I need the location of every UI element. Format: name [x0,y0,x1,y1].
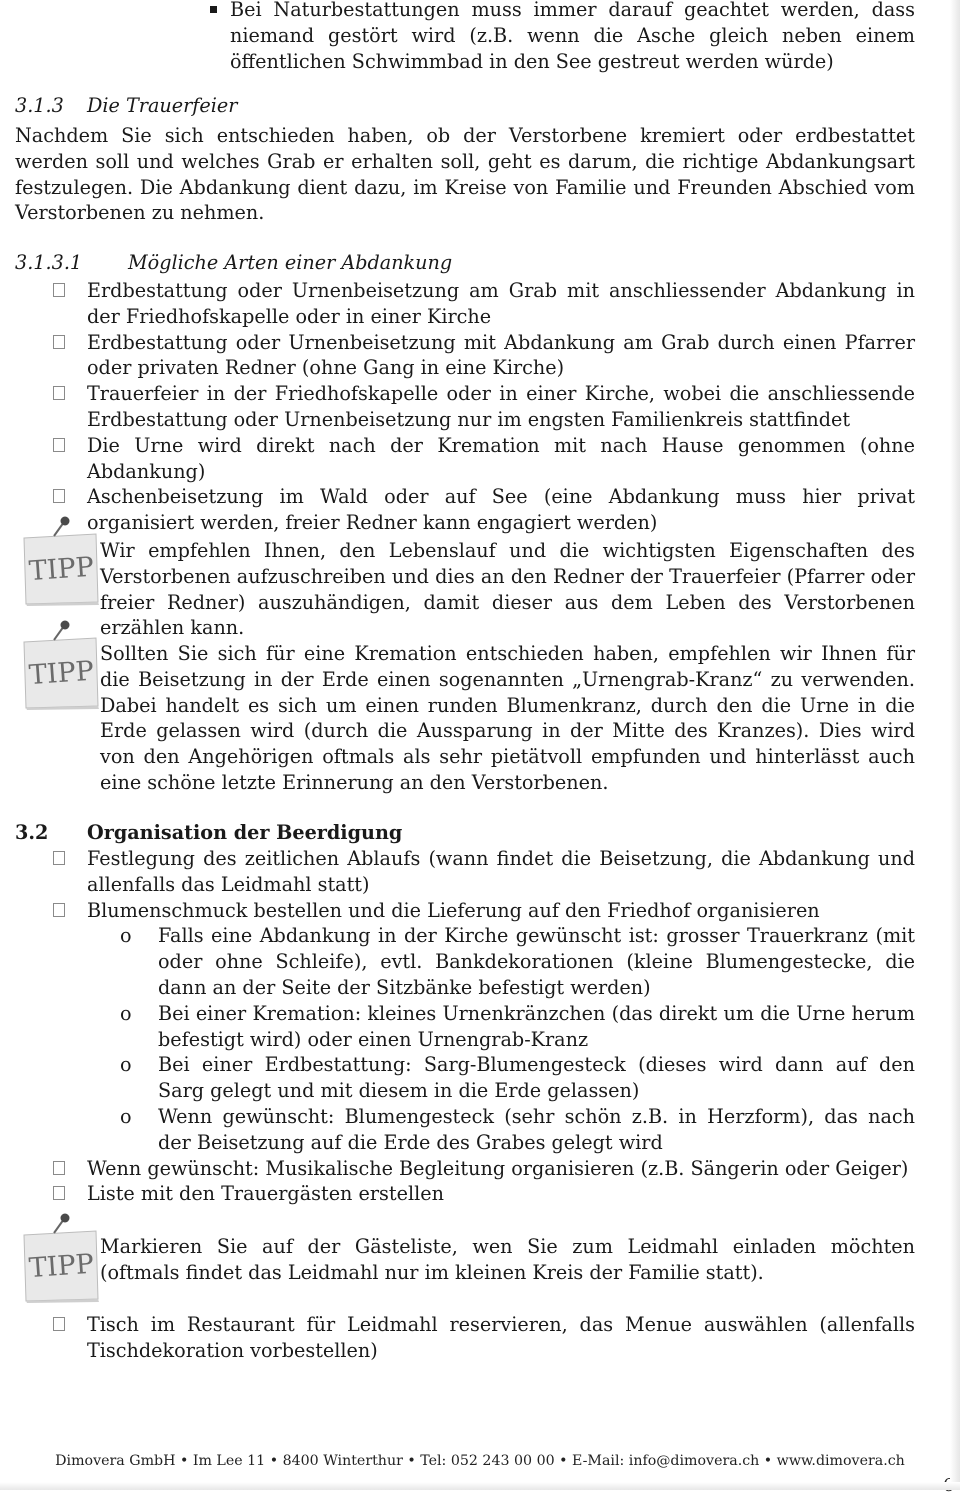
tipp-note-icon [20,620,102,710]
tipp-note-icon [20,1213,102,1303]
checkbox-icon [53,386,65,400]
tip-text: Wir empfehlen Ihnen, den Lebenslauf und die wichtigsten Eigenschaften des Verstorbenen aufzuschreiben und dies an den Redner der Trauerfeier (Pfarrer oder freier Redner) auszuhändigen, damit dieser aus dem Leben des Verstorbenen erzählen kann. [100,539,915,640]
list-item: Trauerfeier in der Friedhofskapelle oder in einer Kirche, wobei die anschliessende Erdbestattung oder Urnenbeisetzung nur im engsten Familienkreis stattfindet [15,381,915,433]
page-edge-shadow [950,0,960,1490]
list-item: Erdbestattung oder Urnenbeisetzung mit Abdankung am Grab durch einen Pfarrer oder privaten Redner (ohne Gang in eine Kirche) [15,330,915,382]
checkbox-icon [53,851,65,865]
tipp-label: TIPP [27,1248,95,1285]
section-number: 3.1.3.1 [15,251,83,274]
tip-text: Sollten Sie sich für eine Kremation entschieden haben, empfehlen wir Ihnen für die Beisetzung in der Erde einen sogenannten „Urnengrab-Kranz“ zu verwenden. Dabei handelt es sich um einen runden Blumenkranz, durch den die Urne in die Erde gelassen wird (durch die Aussparung in der Mitte des Kranzes). Dies wird von den Angehörigen oftmals als sehr pietätvoll empfunden und hinterlässt auch eine schöne letzte Erinnerung an den Verstorbenen. [100,642,915,794]
checkbox-icon [53,438,65,452]
abdankung-list [15,278,915,536]
section-title: Mögliche Arten einer Abdankung [128,251,453,274]
list-item: Erdbestattung oder Urnenbeisetzung am Grab mit anschliessender Abdankung in der Friedhofskapelle oder in einer Kirche [15,278,915,330]
list-item: Tisch im Restaurant für Leidmahl reservieren, das Menue auswählen (allenfalls Tischdekoration vorbestellen) [15,1312,915,1364]
tipp-label: TIPP [27,551,95,588]
list-item: Liste mit den Trauergästen erstellen [15,1181,915,1207]
section-number: 3.2 [15,821,49,844]
checkbox-icon [53,1161,65,1175]
list-item: Blumenschmuck bestellen und die Lieferung auf den Friedhof organisieren [15,898,915,924]
sub-list-item: o Bei einer Kremation: kleines Urnenkränzchen (das direkt um die Urne herum befestigt wird) oder einen Urnengrab-Kranz [120,1001,915,1051]
square-bullet-icon [210,6,217,13]
list-item: Festlegung des zeitlichen Ablaufs (wann findet die Beisetzung, die Abdankung und allenfalls das Leidmahl statt) [15,846,915,898]
list-item: Wenn gewünscht: Musikalische Begleitung organisieren (z.B. Sängerin oder Geiger) [15,1156,915,1182]
bullet-text: Bei Naturbestattungen muss immer darauf geachtet werden, dass niemand gestört wird (z.B. wenn die Asche gleich neben einem öffentlichen Schwimmbad in den See gestreut werden würde) [230,0,915,73]
sub-list-item: o Bei einer Erdbestattung: Sarg-Blumengesteck (dieses wird dann auf den Sarg gelegt und mit diesem in die Erde gelassen) [120,1053,915,1103]
circle-bullet: o [120,924,132,948]
organisation-list [15,846,915,1207]
final-list [15,1312,915,1364]
circle-bullet: o [120,1104,132,1128]
checkbox-icon [53,903,65,917]
tipp-label: TIPP [27,655,95,692]
section-heading-3131 [15,250,452,276]
sub-list-item: o Falls eine Abdankung in der Kirche gewünscht ist: grosser Trauerkranz (mit oder ohne Schleife), evtl. Bankdekorationen (kleine Blumengestecke, die dann an der Seite der Sitzbänke befestigt werden) [120,924,915,999]
checkbox-icon [53,283,65,297]
section-title: Die Trauerfeier [87,94,238,117]
section-heading-313 [15,93,237,119]
checkbox-icon [53,335,65,349]
list-item: Die Urne wird direkt nach der Kremation mit nach Hause genommen (ohne Abdankung) [15,433,915,485]
section-number: 3.1.3 [15,94,64,117]
circle-bullet: o [120,1001,132,1025]
bullet-item [230,0,915,74]
section-heading-32 [15,820,402,846]
checkbox-icon [53,1186,65,1200]
checkbox-icon [53,1317,65,1331]
section-paragraph: Nachdem Sie sich entschieden haben, ob der Verstorbene kremiert oder erdbestattet werden soll und welches Grab er erhalten soll, geht es darum, die richtige Abdankungsart festzulegen. Die Abdankung dient dazu, im Kreise von Familie und Freunden Abschied vom Verstorbenen zu nehmen. [15,124,915,225]
tip-text: Markieren Sie auf der Gästeliste, wen Sie zum Leidmahl einladen möchten (oftmals findet das Leidmahl nur im kleinen Kreis der Familie statt). [100,1235,915,1284]
tipp-note-icon [20,516,102,606]
checkbox-icon [53,489,65,503]
circle-bullet: o [120,1053,132,1077]
page-footer: Dimovera GmbH • Im Lee 11 • 8400 Winterthur • Tel: 052 243 00 00 • E-Mail: info@dimovera.ch • www.dimovera.ch [55,1453,905,1469]
sub-list-item: o Wenn gewünscht: Blumengesteck (sehr schön z.B. in Herzform), das nach der Beisetzung auf die Erde des Grabes gelegt wird [120,1104,915,1154]
list-item: Aschenbeisetzung im Wald oder auf See (eine Abdankung muss hier privat organisiert werden, freier Redner kann engagiert werden) [15,484,915,536]
page-edge-shadow [0,1482,960,1490]
section-title: Organisation der Beerdigung [87,821,403,844]
